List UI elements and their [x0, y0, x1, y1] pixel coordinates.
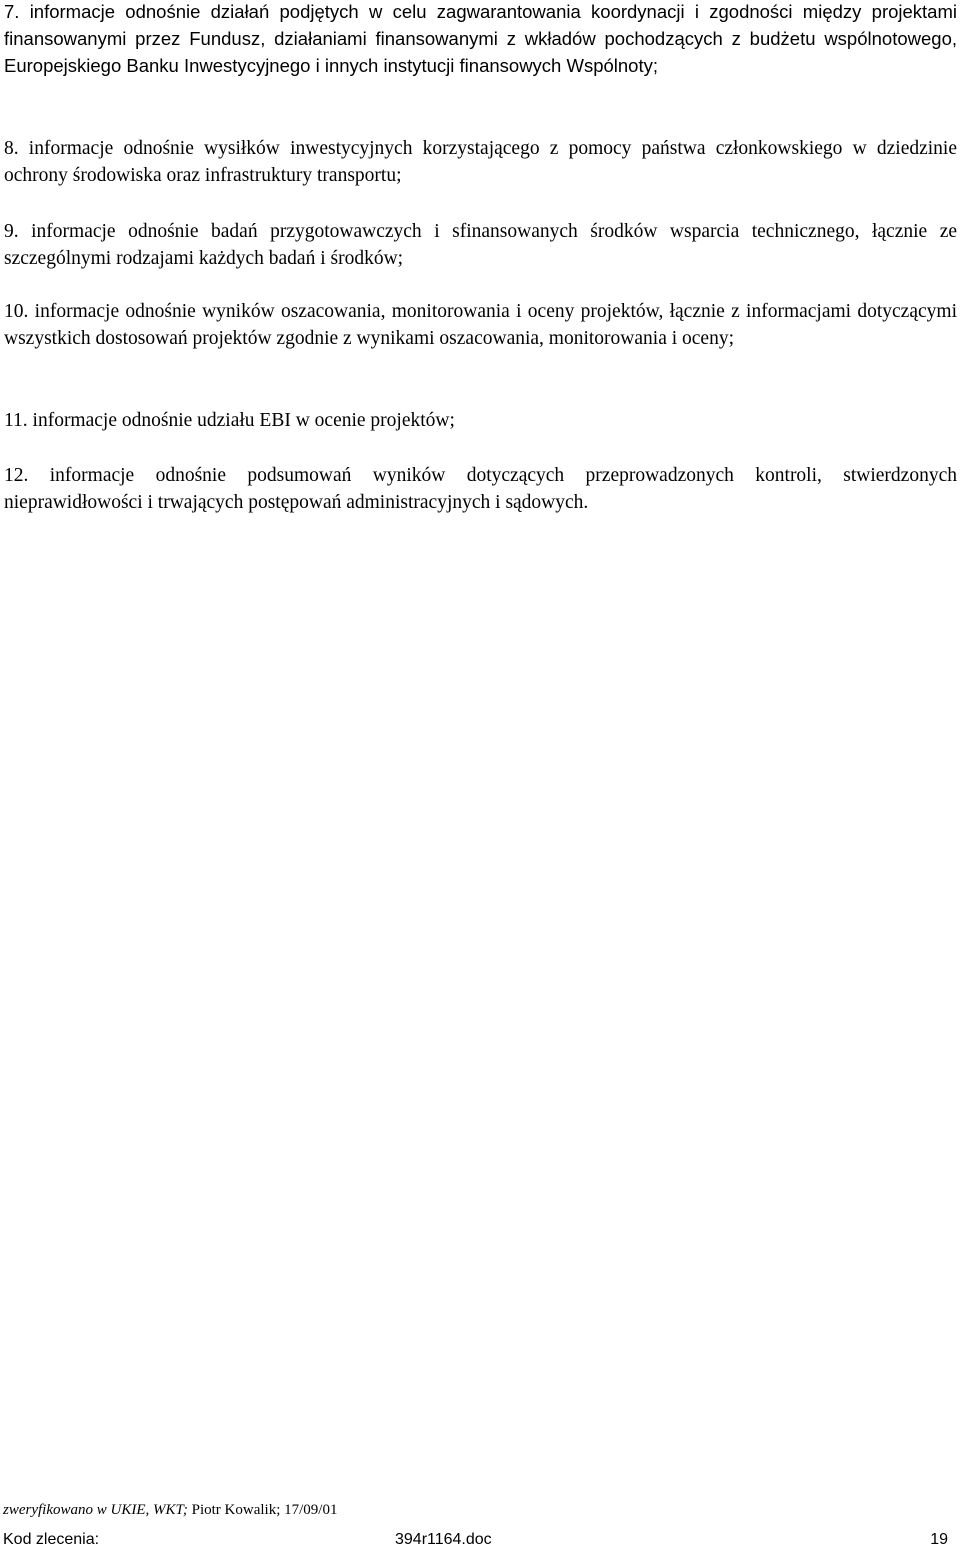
- verification-note: [3, 1501, 337, 1519]
- paragraph-item-10: 10. informacje odnośnie wyników oszacowania, monitorowania i oceny projektów, łącznie z informacjami dotyczącymi wszystkich dostosowań projektów zgodnie z wynikami oszacowania, monitorowania i oceny;: [4, 301, 957, 349]
- paragraph-item-11: 11. informacje odnośnie udziału EBI w ocenie projektów;: [4, 410, 455, 431]
- paragraph-item-7: 7. informacje odnośnie działań podjętych w celu zagwarantowania koordynacji i zgodności między projektami finansowanymi przez Fundusz, działaniami finansowanymi z wkładów pochodzących z budżetu wspólnotowego, Europejskiego Banku Inwestycyjnego i innych instytucji finansowych Wspólnoty;: [4, 1, 957, 76]
- page-footer: [3, 1530, 948, 1550]
- paragraph-item-9: 9. informacje odnośnie badań przygotowawczych i sfinansowanych środków wsparcia technicznego, łącznie ze szczególnymi rodzajami każdych badań i środków;: [4, 221, 957, 269]
- document-filename: 394r1164.doc: [395, 1531, 492, 1548]
- paragraph-item-8: 8. informacje odnośnie wysiłków inwestycyjnych korzystającego z pomocy państwa członkowskiego w dziedzinie ochrony środowiska oraz infrastruktury transportu;: [4, 138, 957, 186]
- verification-author-date: Piotr Kowalik; 17/09/01: [187, 1502, 338, 1518]
- verification-source: zweryfikowano w UKIE, WKT;: [3, 1502, 188, 1518]
- order-code-label: Kod zlecenia:: [3, 1531, 100, 1548]
- page-number: 19: [930, 1531, 948, 1548]
- paragraph-item-12: 12. informacje odnośnie podsumowań wyników dotyczących przeprowadzonych kontroli, stwierdzonych nieprawidłowości i trwających postępowań administracyjnych i sądowych.: [4, 465, 957, 513]
